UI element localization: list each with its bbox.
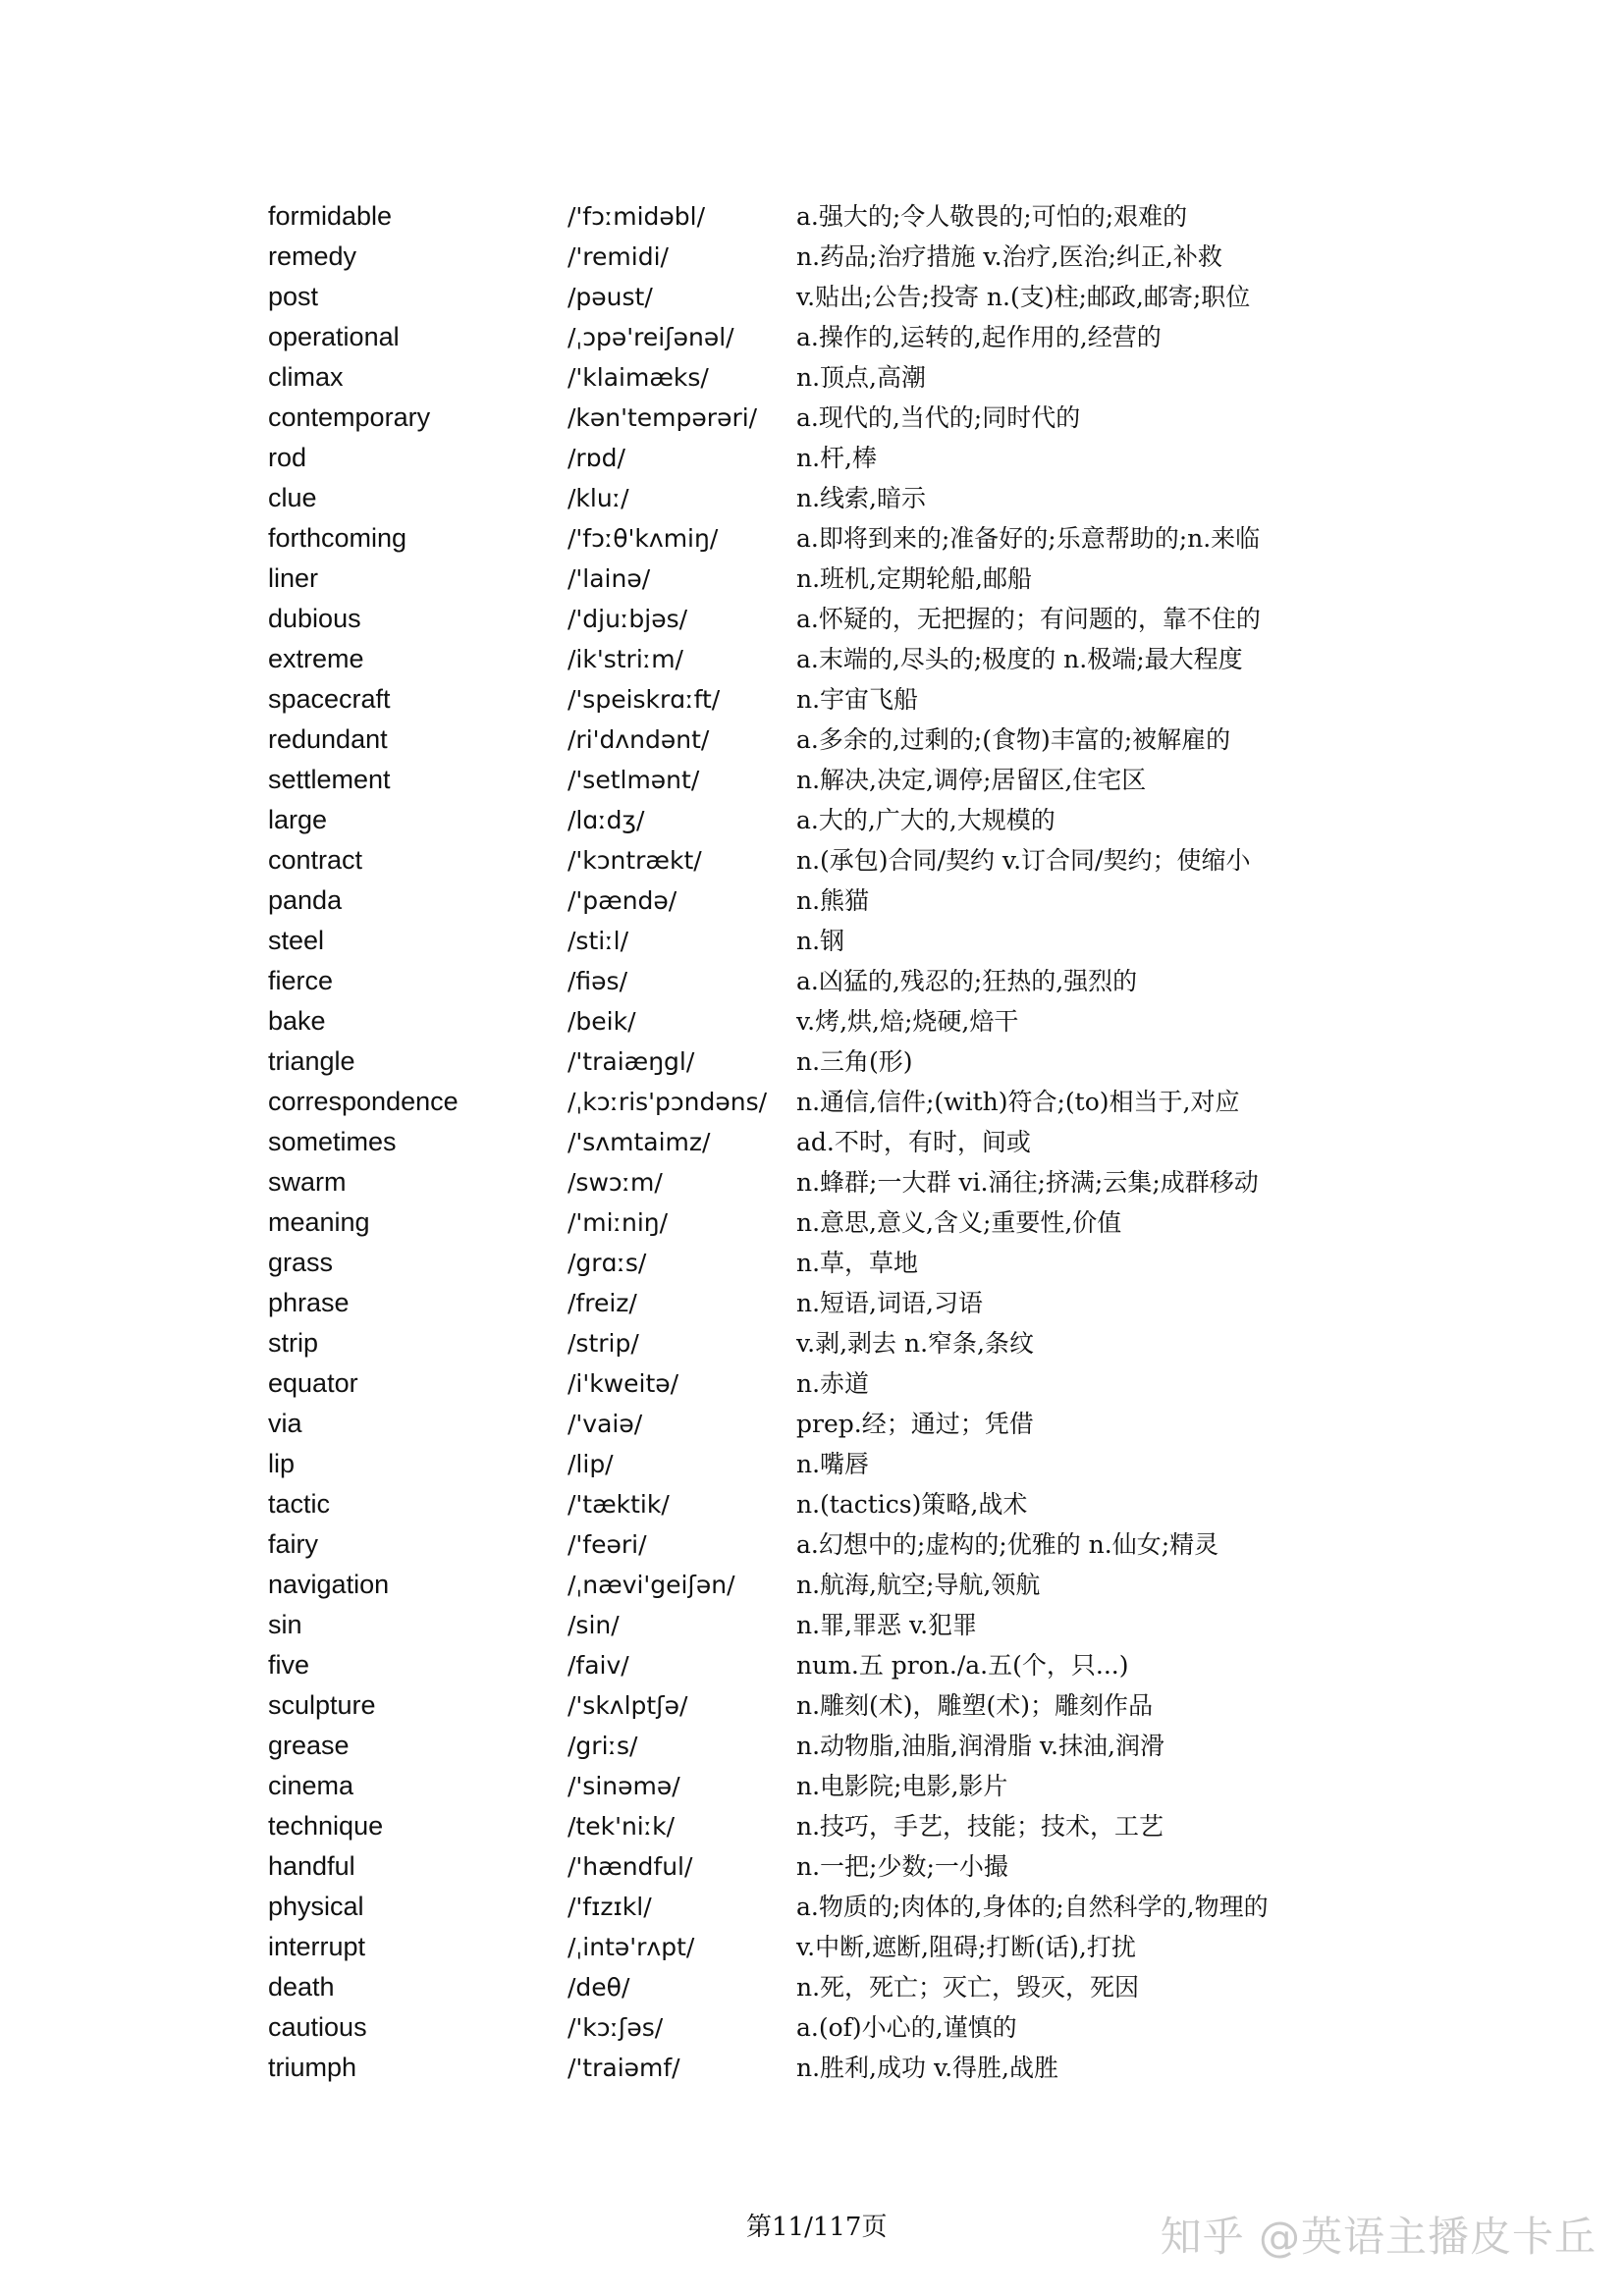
entry-phonetic: /fiəs/ — [568, 967, 627, 995]
entry-word: bake — [268, 1006, 326, 1036]
entry-definition: n.药品;治疗措施 v.治疗,医治;纠正,补救 — [796, 242, 1222, 271]
vocab-entry — [268, 2048, 1387, 2088]
entry-definition: n.雕刻(术)，雕塑(术)；雕刻作品 — [796, 1691, 1154, 1720]
entry-phonetic: /'kɔːʃəs/ — [568, 2013, 664, 2042]
entry-phonetic: /'setlmənt/ — [568, 766, 700, 794]
entry-phonetic: /'feəri/ — [568, 1530, 647, 1559]
vocab-entry — [268, 1323, 1387, 1363]
vocab-entry — [268, 1645, 1387, 1685]
entry-phonetic: /'fɔːmidəbl/ — [568, 202, 706, 231]
entry-definition: n.罪,罪恶 v.犯罪 — [796, 1611, 978, 1639]
entry-phonetic: /'traiəmf/ — [568, 2054, 680, 2082]
entry-word: cautious — [268, 2012, 367, 2042]
vocab-entry — [268, 1726, 1387, 1766]
entry-phonetic: /ˌintə'rʌpt/ — [568, 1933, 695, 1961]
entry-phonetic: /stiːl/ — [568, 927, 628, 955]
vocab-entry — [268, 237, 1387, 277]
vocab-entry — [268, 760, 1387, 800]
vocab-entry — [268, 1484, 1387, 1524]
entry-definition: n.线索,暗示 — [796, 484, 926, 512]
vocab-entry — [268, 1283, 1387, 1323]
entry-definition: a.即将到来的;准备好的;乐意帮助的;n.来临 — [796, 524, 1261, 553]
entry-phonetic: /'skʌlptʃə/ — [568, 1691, 688, 1720]
entry-word: clue — [268, 483, 317, 512]
entry-phonetic: /sin/ — [568, 1611, 620, 1639]
vocab-entry — [268, 679, 1387, 720]
entry-phonetic: /'miːniŋ/ — [568, 1208, 669, 1237]
entry-phonetic: /'speiskrɑːft/ — [568, 685, 721, 714]
vocab-entry — [268, 1887, 1387, 1927]
entry-phonetic: /'fɪzɪkl/ — [568, 1893, 652, 1921]
vocab-entry — [268, 1524, 1387, 1565]
entry-word: lip — [268, 1449, 296, 1478]
vocab-entry — [268, 921, 1387, 961]
entry-definition: n.三角(形) — [796, 1047, 913, 1076]
entry-definition: n.技巧，手艺，技能；技术，工艺 — [796, 1812, 1164, 1841]
vocabulary-list — [268, 196, 1387, 2088]
vocab-entry — [268, 1846, 1387, 1887]
entry-word: extreme — [268, 644, 364, 673]
vocab-entry — [268, 317, 1387, 357]
entry-word: liner — [268, 563, 319, 593]
entry-phonetic: /ri'dʌndənt/ — [568, 725, 710, 754]
vocab-entry — [268, 1967, 1387, 2007]
entry-word: sin — [268, 1610, 302, 1639]
entry-phonetic: /'traiæŋgl/ — [568, 1047, 695, 1076]
entry-phonetic: /'sʌmtaimz/ — [568, 1128, 711, 1156]
entry-word: contract — [268, 845, 363, 875]
vocab-entry — [268, 1243, 1387, 1283]
entry-definition: n.短语,词语,习语 — [796, 1289, 983, 1317]
entry-word: fierce — [268, 966, 334, 995]
page-number: 第11/117页 — [746, 2213, 888, 2242]
entry-definition: v.中断,遮断,阻碍;打断(话),打扰 — [796, 1933, 1136, 1961]
entry-phonetic: /lip/ — [568, 1450, 614, 1478]
vocab-entry — [268, 1444, 1387, 1484]
entry-word: rod — [268, 443, 307, 472]
entry-word: sculpture — [268, 1690, 376, 1720]
entry-phonetic: /deθ/ — [568, 1973, 630, 2002]
entry-phonetic: /kən'tempərəri/ — [568, 403, 758, 432]
entry-phonetic: /'kɔntrækt/ — [568, 846, 702, 875]
entry-word: phrase — [268, 1288, 350, 1317]
entry-word: triangle — [268, 1046, 355, 1076]
vocab-entry — [268, 840, 1387, 881]
entry-phonetic: /pəust/ — [568, 283, 653, 311]
vocab-entry — [268, 2007, 1387, 2048]
entry-word: navigation — [268, 1570, 390, 1599]
entry-word: steel — [268, 926, 325, 955]
entry-phonetic: /'sinəmə/ — [568, 1772, 680, 1800]
entry-definition: num.五 pron./a.五(个，只...) — [796, 1651, 1129, 1680]
vocab-entry — [268, 559, 1387, 599]
entry-phonetic: /'klaimæks/ — [568, 363, 709, 392]
vocab-entry — [268, 398, 1387, 438]
entry-definition: n.航海,航空;导航,领航 — [796, 1571, 1041, 1599]
entry-word: operational — [268, 322, 400, 351]
entry-word: panda — [268, 885, 343, 915]
vocab-entry — [268, 639, 1387, 679]
vocab-entry — [268, 1082, 1387, 1122]
vocab-entry — [268, 357, 1387, 398]
entry-phonetic: /freiz/ — [568, 1289, 637, 1317]
entry-definition: n.宇宙飞船 — [796, 685, 919, 714]
entry-word: contemporary — [268, 402, 431, 432]
vocab-entry — [268, 961, 1387, 1001]
entry-phonetic: /griːs/ — [568, 1732, 638, 1760]
entry-definition: n.杆,棒 — [796, 444, 877, 472]
entry-word: swarm — [268, 1167, 347, 1197]
entry-definition: v.烤,烘,焙;烧硬,焙干 — [796, 1007, 1019, 1036]
entry-word: handful — [268, 1851, 355, 1881]
entry-phonetic: /grɑːs/ — [568, 1249, 647, 1277]
entry-word: cinema — [268, 1771, 354, 1800]
entry-definition: prep.经；通过；凭借 — [796, 1410, 1034, 1438]
entry-word: five — [268, 1650, 310, 1680]
entry-definition: a.强大的;令人敬畏的;可怕的;艰难的 — [796, 202, 1188, 231]
entry-definition: a.怀疑的，无把握的；有问题的，靠不住的 — [796, 605, 1261, 633]
entry-word: strip — [268, 1328, 319, 1358]
vocab-entry — [268, 720, 1387, 760]
entry-definition: n.通信,信件;(with)符合;(to)相当于,对应 — [796, 1088, 1240, 1116]
vocab-entry — [268, 196, 1387, 237]
entry-word: remedy — [268, 241, 357, 271]
vocab-entry — [268, 438, 1387, 478]
vocab-entry — [268, 1162, 1387, 1202]
entry-word: meaning — [268, 1207, 370, 1237]
vocab-entry — [268, 277, 1387, 317]
entry-word: formidable — [268, 201, 393, 231]
entry-definition: a.多余的,过剩的;(食物)丰富的;被解雇的 — [796, 725, 1231, 754]
entry-definition: n.嘴唇 — [796, 1450, 870, 1478]
entry-word: equator — [268, 1368, 358, 1398]
entry-definition: n.钢 — [796, 927, 845, 955]
entry-phonetic: /'vaiə/ — [568, 1410, 643, 1438]
vocab-entry — [268, 1766, 1387, 1806]
vocab-entry — [268, 1685, 1387, 1726]
entry-definition: n.意思,意义,含义;重要性,价值 — [796, 1208, 1122, 1237]
entry-definition: n.胜利,成功 v.得胜,战胜 — [796, 2054, 1058, 2082]
entry-definition: ad.不时，有时，间或 — [796, 1128, 1031, 1156]
entry-phonetic: /kluː/ — [568, 484, 629, 512]
entry-definition: a.凶猛的,残忍的;狂热的,强烈的 — [796, 967, 1138, 995]
entry-definition: n.班机,定期轮船,邮船 — [796, 564, 1032, 593]
entry-definition: a.(of)小心的,谨慎的 — [796, 2013, 1017, 2042]
entry-word: fairy — [268, 1529, 319, 1559]
entry-word: spacecraft — [268, 684, 391, 714]
entry-word: via — [268, 1409, 302, 1438]
vocab-entry — [268, 1565, 1387, 1605]
entry-phonetic: /swɔːm/ — [568, 1168, 663, 1197]
entry-phonetic: /'lainə/ — [568, 564, 651, 593]
entry-word: post — [268, 282, 319, 311]
entry-word: redundant — [268, 724, 388, 754]
entry-phonetic: /ˌkɔːris'pɔndəns/ — [568, 1088, 768, 1116]
entry-definition: n.死，死亡；灭亡，毁灭，死因 — [796, 1973, 1140, 2002]
entry-word: tactic — [268, 1489, 331, 1519]
vocab-entry — [268, 1806, 1387, 1846]
entry-phonetic: /'remidi/ — [568, 242, 669, 271]
entry-definition: a.物质的;肉体的,身体的;自然科学的,物理的 — [796, 1893, 1269, 1921]
entry-phonetic: /rɒd/ — [568, 444, 625, 472]
entry-word: death — [268, 1972, 335, 2002]
entry-phonetic: /'fɔːθ'kʌmiŋ/ — [568, 524, 719, 553]
entry-word: triumph — [268, 2053, 357, 2082]
entry-definition: n.熊猫 — [796, 886, 870, 915]
entry-definition: n.电影院;电影,影片 — [796, 1772, 1008, 1800]
entry-definition: n.(tactics)策略,战术 — [796, 1490, 1028, 1519]
entry-phonetic: /beik/ — [568, 1007, 636, 1036]
entry-word: technique — [268, 1811, 384, 1841]
vocab-entry — [268, 881, 1387, 921]
vocab-entry — [268, 1122, 1387, 1162]
entry-phonetic: /ˌnævi'geiʃən/ — [568, 1571, 735, 1599]
entry-word: grease — [268, 1731, 350, 1760]
entry-definition: v.贴出;公告;投寄 n.(支)柱;邮政,邮寄;职位 — [796, 283, 1251, 311]
entry-word: correspondence — [268, 1087, 459, 1116]
entry-word: forthcoming — [268, 523, 407, 553]
entry-word: interrupt — [268, 1932, 366, 1961]
entry-word: settlement — [268, 765, 391, 794]
vocab-entry — [268, 1404, 1387, 1444]
entry-phonetic: /ik'striːm/ — [568, 645, 683, 673]
vocab-entry — [268, 1927, 1387, 1967]
entry-definition: n.蜂群;一大群 vi.涌往;挤满;云集;成群移动 — [796, 1168, 1259, 1197]
vocab-entry — [268, 1041, 1387, 1082]
entry-definition: a.幻想中的;虚构的;优雅的 n.仙女;精灵 — [796, 1530, 1219, 1559]
vocab-entry — [268, 1363, 1387, 1404]
entry-phonetic: /strip/ — [568, 1329, 639, 1358]
entry-definition: a.大的,广大的,大规模的 — [796, 806, 1056, 834]
entry-phonetic: /'hændful/ — [568, 1852, 693, 1881]
entry-definition: n.动物脂,油脂,润滑脂 v.抹油,润滑 — [796, 1732, 1164, 1760]
entry-definition: n.顶点,高潮 — [796, 363, 926, 392]
entry-phonetic: /'pændə/ — [568, 886, 677, 915]
entry-word: physical — [268, 1892, 364, 1921]
entry-definition: n.解决,决定,调停;居留区,住宅区 — [796, 766, 1147, 794]
entry-definition: v.剥,剥去 n.窄条,条纹 — [796, 1329, 1034, 1358]
entry-definition: a.末端的,尽头的;极度的 n.极端;最大程度 — [796, 645, 1243, 673]
entry-phonetic: /faiv/ — [568, 1651, 629, 1680]
entry-definition: a.现代的,当代的;同时代的 — [796, 403, 1081, 432]
entry-word: grass — [268, 1248, 334, 1277]
entry-phonetic: /'tæktik/ — [568, 1490, 670, 1519]
vocab-entry — [268, 1001, 1387, 1041]
entry-word: climax — [268, 362, 344, 392]
entry-phonetic: /lɑːdʒ/ — [568, 806, 645, 834]
entry-definition: n.赤道 — [796, 1369, 870, 1398]
entry-phonetic: /tek'niːk/ — [568, 1812, 676, 1841]
vocab-entry — [268, 478, 1387, 518]
entry-definition: a.操作的,运转的,起作用的,经营的 — [796, 323, 1162, 351]
vocab-entry — [268, 599, 1387, 639]
entry-word: dubious — [268, 604, 361, 633]
vocab-entry — [268, 1202, 1387, 1243]
vocab-entry — [268, 518, 1387, 559]
entry-definition: n.草，草地 — [796, 1249, 919, 1277]
entry-definition: n.(承包)合同/契约 v.订合同/契约；使缩小 — [796, 846, 1251, 875]
watermark: 知乎 @英语主播皮卡丘 — [1160, 2213, 1597, 2261]
entry-word: large — [268, 805, 328, 834]
entry-phonetic: /'djuːbjəs/ — [568, 605, 688, 633]
vocab-entry — [268, 1605, 1387, 1645]
entry-phonetic: /i'kweitə/ — [568, 1369, 679, 1398]
entry-word: sometimes — [268, 1127, 397, 1156]
entry-definition: n.一把;少数;一小撮 — [796, 1852, 1008, 1881]
vocab-entry — [268, 800, 1387, 840]
entry-phonetic: /ˌɔpə'reiʃənəl/ — [568, 323, 734, 351]
